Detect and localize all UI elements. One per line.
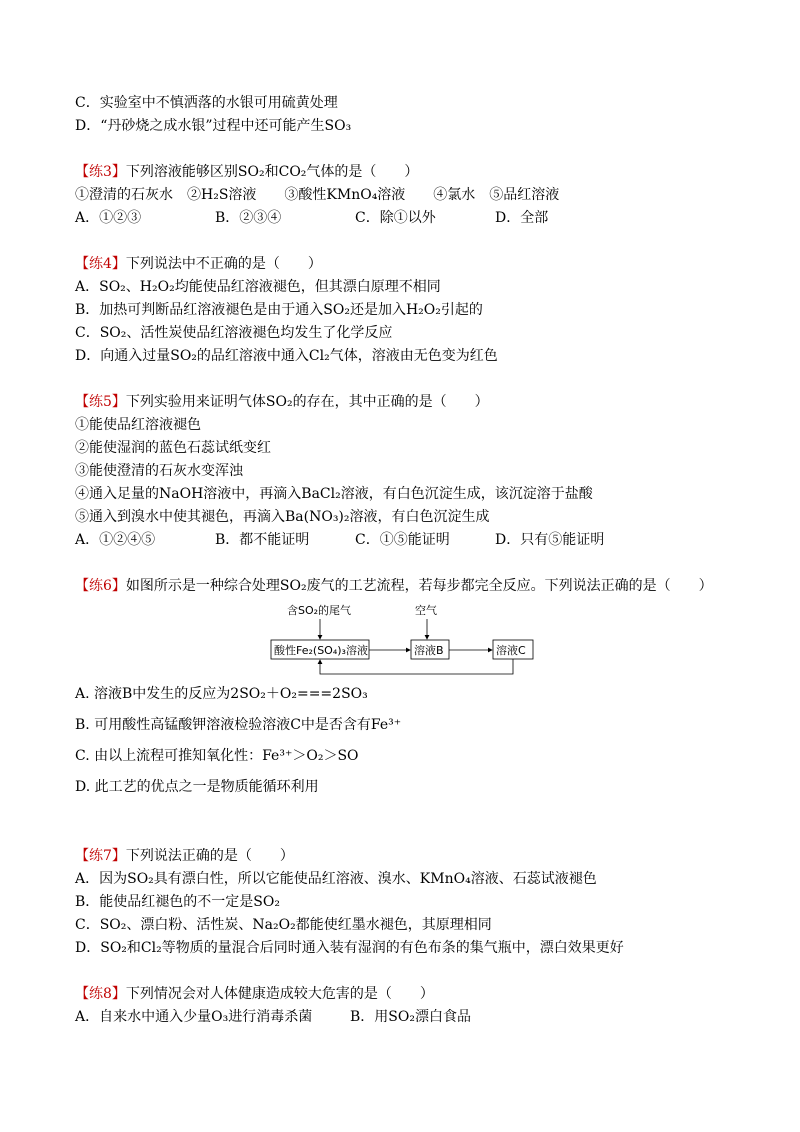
arrow-recycle (320, 659, 513, 674)
question-3-stem: 【练3】下列溶液能够区别SO₂和CO₂气体的是（ ） (75, 164, 419, 180)
option-a: A．自来水中通入少量O₃进行消毒杀菌 (75, 1009, 313, 1025)
flow-svg (75, 600, 735, 675)
question-6-tag: 【练6】 (75, 578, 126, 594)
option-c: C．①⑤能证明 (355, 532, 450, 548)
option-a: A．①②③ (75, 210, 142, 226)
flow-box-3-label: 溶液C (496, 644, 526, 657)
question-8-options (75, 1006, 735, 1029)
flow-input-tail-gas: 含SO₂的尾气 (287, 604, 352, 617)
flow-box-2-label: 溶液B (414, 644, 444, 657)
option-b: B．②③④ (215, 210, 282, 226)
option-b: B．用SO₂漂白食品 (350, 1009, 471, 1025)
question-3-options (75, 207, 735, 230)
option-a: A．因为SO₂具有漂白性，所以它能使品红溶液、溴水、KMnO₄溶液、石蕊试液褪色 (75, 871, 597, 887)
option-a: A. 溶液B中发生的反应为2SO₂＋O₂===2SO₃ (75, 686, 368, 702)
question-8-tag: 【练8】 (75, 986, 126, 1002)
option-b: B．加热可判断品红溶液褪色是由于通入SO₂还是加入H₂O₂引起的 (75, 302, 483, 318)
question-3-tag: 【练3】 (75, 164, 126, 180)
option-a: A．SO₂、H₂O₂均能使品红溶液褪色，但其漂白原理不相同 (75, 279, 441, 295)
option-c: C．SO₂、活性炭使品红溶液褪色均发生了化学反应 (75, 325, 393, 341)
option-d: D. 此工艺的优点之一是物质能循环利用 (75, 779, 319, 795)
question-4-stem: 【练4】下列说法中不正确的是（ ） (75, 256, 322, 272)
question-8-stem: 【练8】下列情况会对人体健康造成较大危害的是（ ） (75, 986, 434, 1002)
option-d: D．向通入过量SO₂的品红溶液中通入Cl₂气体，溶液由无色变为红色 (75, 348, 498, 364)
option-c: C. 由以上流程可推知氧化性：Fe³⁺＞O₂＞SO (75, 748, 359, 764)
option-b: B．都不能证明 (215, 532, 310, 548)
option-d: D．全部 (495, 210, 549, 226)
option-d: D．SO₂和Cl₂等物质的量混合后同时通入装有湿润的有色布条的集气瓶中，漂白效果更好 (75, 940, 624, 956)
option-c: C．SO₂、漂白粉、活性炭、Na₂O₂都能使红墨水褪色，其原理相同 (75, 917, 492, 933)
question-5-item: ⑤通入到溴水中使其褪色，再滴入Ba(NO₃)₂溶液，有白色沉淀生成 (75, 509, 490, 525)
question-7-tag: 【练7】 (75, 848, 126, 864)
question-6-stem: 【练6】如图所示是一种综合处理SO₂废气的工艺流程，若每步都完全反应。下列说法正确的是（ ） (75, 578, 713, 594)
question-5-tag: 【练5】 (75, 394, 126, 410)
question-7-stem: 【练7】下列说法正确的是（ ） (75, 848, 294, 864)
question-5-stem: 【练5】下列实验用来证明气体SO₂的存在，其中正确的是（ ） (75, 394, 489, 410)
option-d-cinnabar: D．“丹砂烧之成水银”过程中还可能产生SO₃ (75, 118, 352, 134)
option-c-mercury: C．实验室中不慎洒落的水银可用硫黄处理 (75, 95, 338, 111)
process-flow-diagram (75, 600, 735, 675)
question-5-item: ③能使澄清的石灰水变浑浊 (75, 463, 243, 479)
flow-input-air: 空气 (415, 604, 437, 617)
question-3-items: ①澄清的石灰水 ②H₂S溶液 ③酸性KMnO₄溶液 ④氯水 ⑤品红溶液 (75, 187, 560, 203)
question-5-item: ④通入足量的NaOH溶液中，再滴入BaCl₂溶液，有白色沉淀生成，该沉淀溶于盐酸 (75, 486, 593, 502)
option-d: D．只有⑤能证明 (495, 532, 605, 548)
worksheet (75, 92, 735, 1029)
option-b: B．能使品红褪色的不一定是SO₂ (75, 894, 280, 910)
question-5-item: ①能使品红溶液褪色 (75, 417, 201, 433)
question-5-item: ②能使湿润的蓝色石蕊试纸变红 (75, 440, 271, 456)
option-b: B. 可用酸性高锰酸钾溶液检验溶液C中是否含有Fe³⁺ (75, 717, 402, 733)
flow-box-1-label: 酸性Fe₂(SO₄)₃溶液 (274, 644, 368, 657)
option-c: C．除①以外 (355, 210, 436, 226)
question-4-tag: 【练4】 (75, 256, 126, 272)
option-a: A．①②④⑤ (75, 532, 156, 548)
question-5-options (75, 529, 735, 552)
